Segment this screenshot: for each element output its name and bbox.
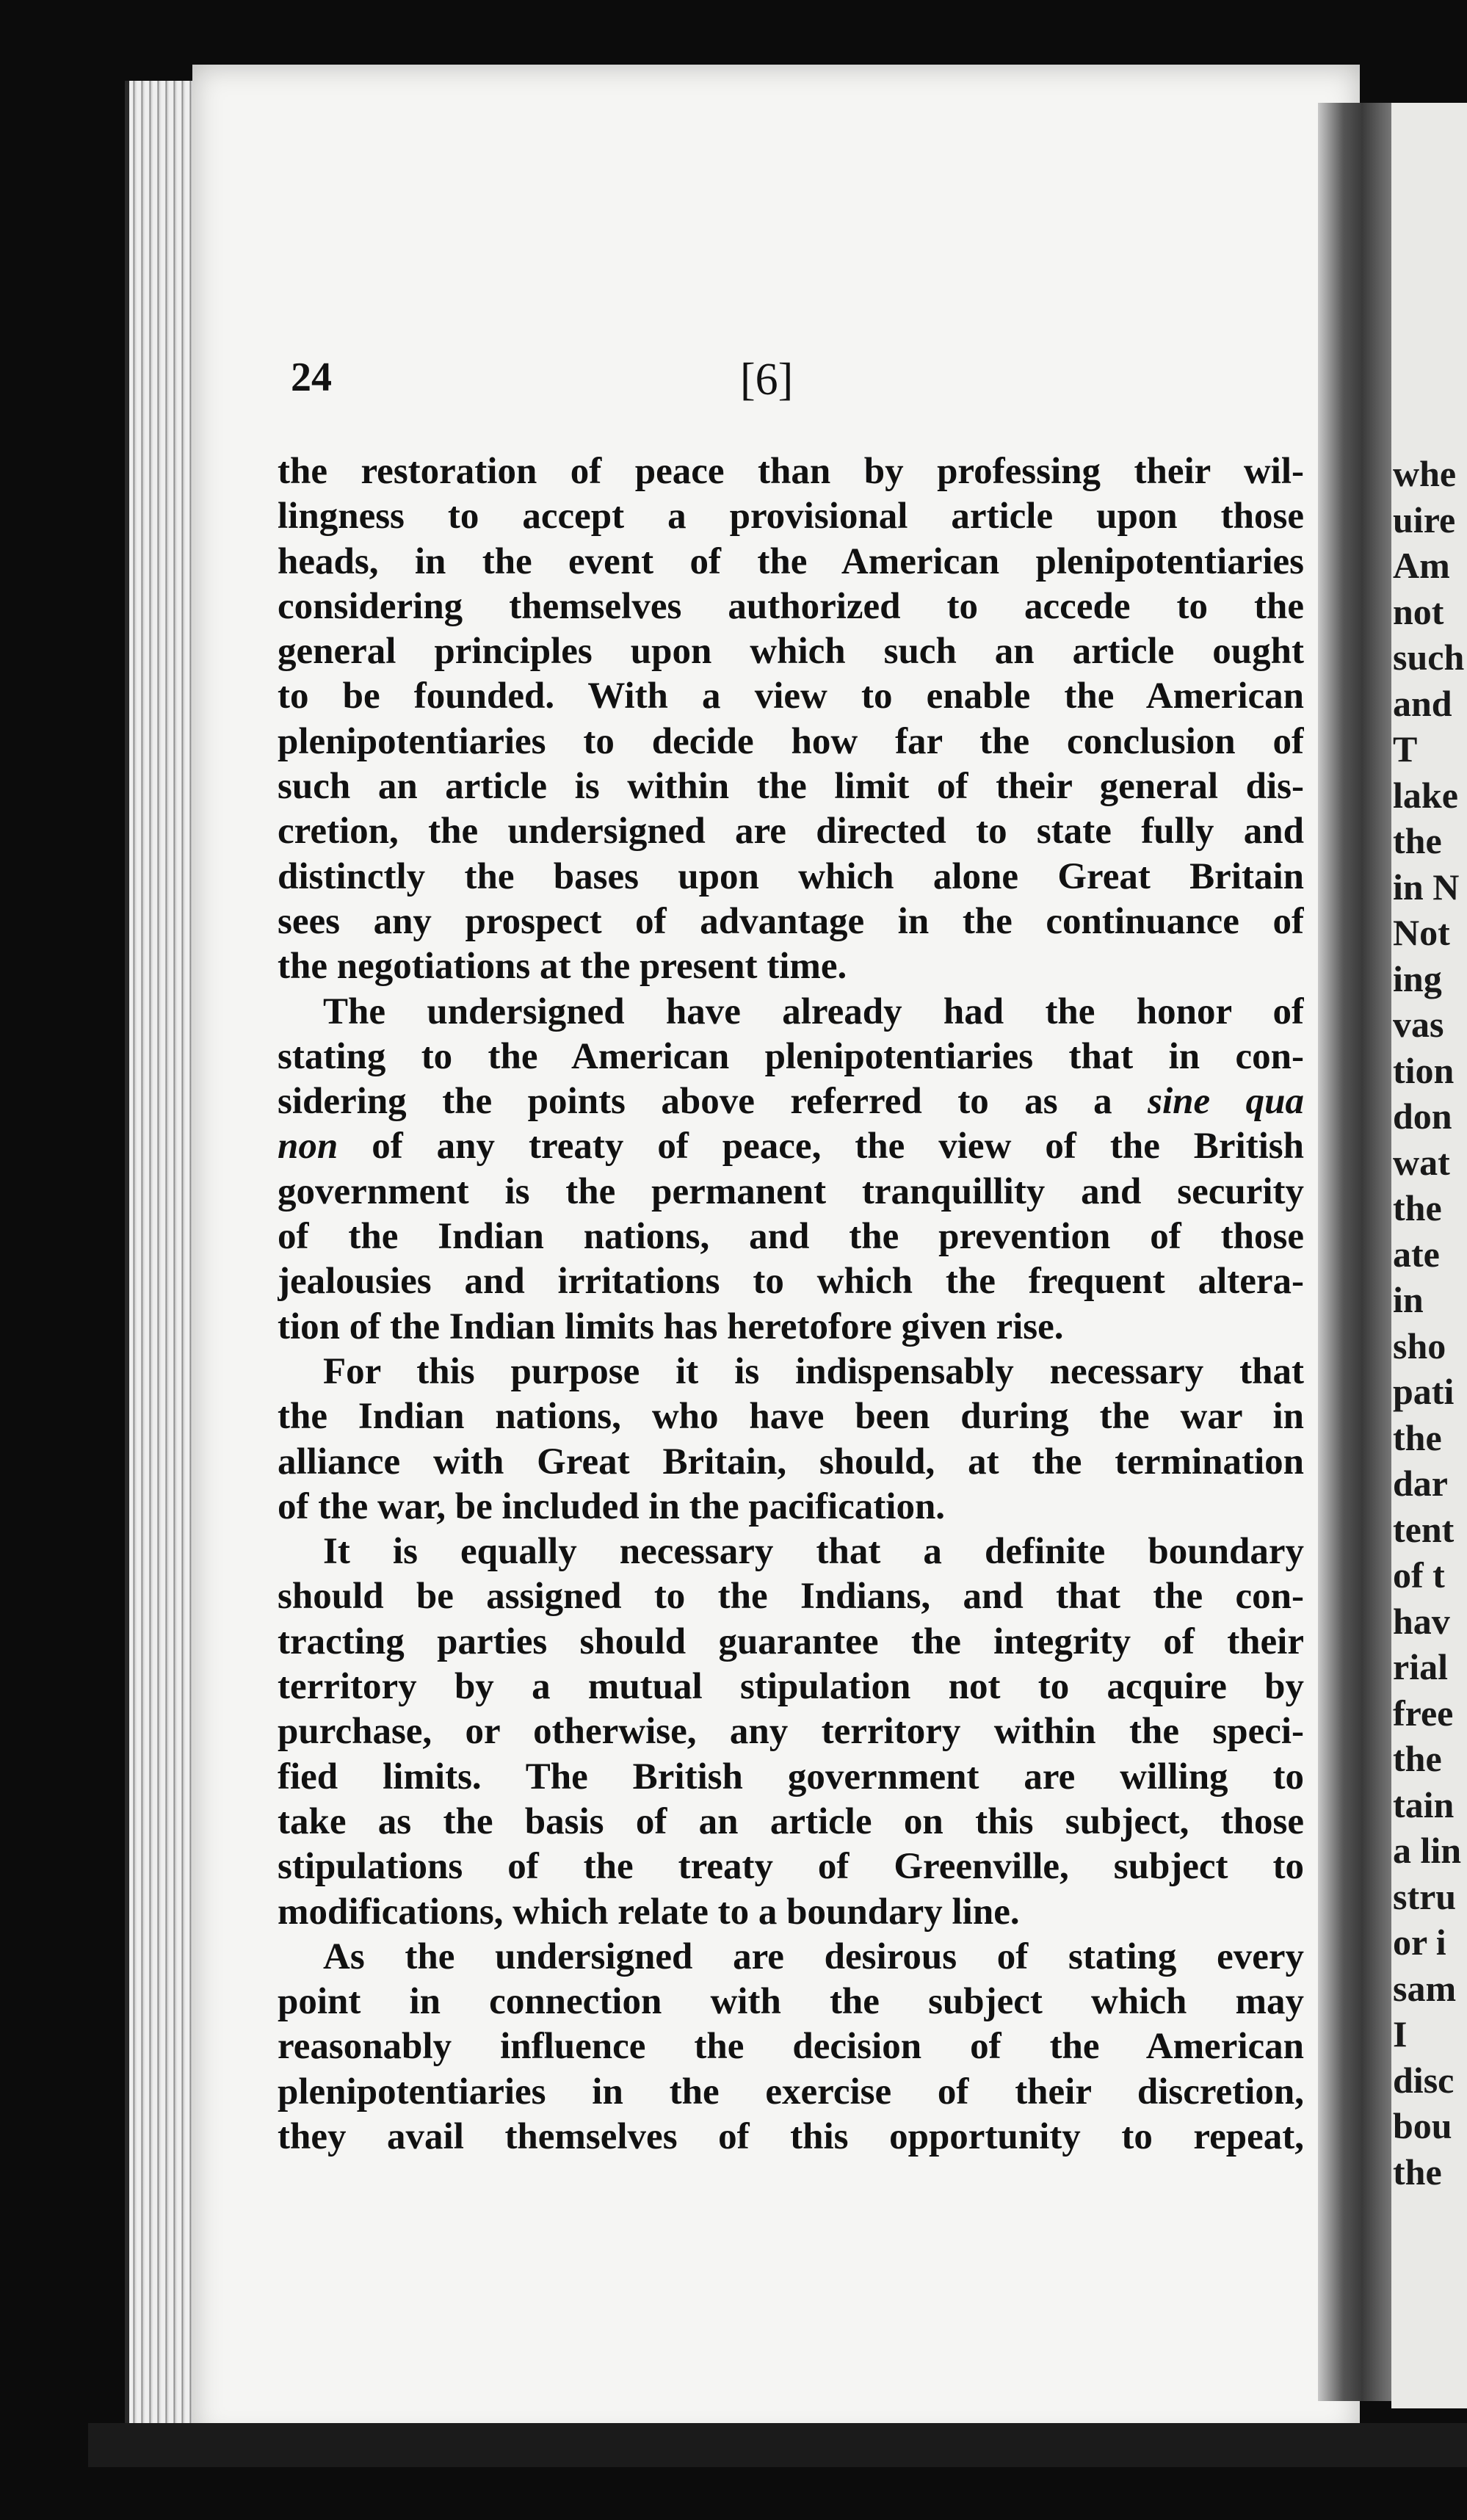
text-line: reasonably influence the decision of the American [278, 2026, 1304, 2068]
book-gutter-shadow [1318, 103, 1391, 2401]
italic-phrase: sine qua [1148, 1081, 1304, 1123]
text-line: take as the basis of an article on this subject, those [278, 1800, 1304, 1842]
facing-page-text: sam [1393, 1967, 1457, 2009]
text-line: It is equally necessary that a definite boundary [323, 1531, 1304, 1573]
text-line: jealousies and irritations to which the frequent altera- [278, 1261, 1304, 1303]
scan-bottom-border [88, 2423, 1467, 2467]
facing-page-text: such [1393, 637, 1465, 678]
text-line: plenipotentiaries in the exercise of their discretion, [278, 2071, 1304, 2112]
text-line: of the war, be included in the pacification. [278, 1485, 946, 1527]
facing-page-text: T [1393, 728, 1418, 770]
text-line: the restoration of peace than by professing their wil- [278, 451, 1304, 492]
page-number: 24 [291, 355, 332, 400]
facing-page-text: the [1393, 1187, 1442, 1228]
facing-page-text: in [1393, 1279, 1424, 1320]
text-line: the Indian nations, who have been during the war in [278, 1396, 1304, 1438]
text-line: point in connection with the subject which may [278, 1981, 1304, 2023]
facing-page-text: lake [1393, 774, 1458, 816]
text-line: stating to the American plenipotentiaries that in con- [278, 1035, 1304, 1077]
facing-page-text: the [1393, 2151, 1442, 2193]
italic-phrase: non [278, 1126, 338, 1167]
signature-mark: [6] [740, 355, 794, 405]
facing-page-text: ate [1393, 1233, 1440, 1275]
text-line: to be founded. With a view to enable the American [278, 676, 1304, 717]
facing-page-text: bou [1393, 2105, 1452, 2146]
facing-page-text: the [1393, 1416, 1442, 1458]
page-header [286, 354, 1300, 420]
text-line: alliance with Great Britain, should, at the termination [278, 1441, 1304, 1482]
facing-page-text: wat [1393, 1141, 1450, 1183]
text-line: non of any treaty of peace, the view of the British [278, 1126, 1304, 1167]
text-line: fied limits. The British government are willing to [278, 1756, 1304, 1797]
text-line: The undersigned have already had the honor of [323, 991, 1304, 1032]
facing-page-text: free [1393, 1692, 1454, 1734]
facing-page-text: Not [1393, 912, 1450, 953]
facing-page-text: stru [1393, 1875, 1457, 1917]
facing-page-text: a lin [1393, 1830, 1462, 1871]
text-line: For this purpose it is indispensably necessary that [323, 1350, 1304, 1392]
facing-page-text: sho [1393, 1325, 1446, 1366]
text-line: cretion, the undersigned are directed to state fully and [278, 811, 1304, 852]
text-line: stipulations of the treaty of Greenville, subject to [278, 1846, 1304, 1888]
facing-page-text: or i [1393, 1922, 1446, 1963]
text-line: government is the permanent tranquillity and security [278, 1170, 1304, 1212]
facing-page-text: hav [1393, 1600, 1450, 1642]
text-line: sees any prospect of advantage in the continuance of [278, 900, 1304, 942]
text-line: general principles upon which such an article ought [278, 631, 1304, 673]
text-line: they avail themselves of this opportunity to repeat, [278, 2115, 1304, 2157]
text-line: the negotiations at the present time. [278, 946, 847, 988]
facing-page-text: tion [1393, 1049, 1455, 1091]
facing-page-text: Am [1393, 545, 1450, 586]
text-line: distinctly the bases upon which alone Great Britain [278, 855, 1304, 897]
facing-page-text: tain [1393, 1784, 1455, 1825]
text-line: territory by a mutual stipulation not to acquire by [278, 1666, 1304, 1708]
facing-page-text: not [1393, 590, 1444, 632]
facing-page-text: rial [1393, 1646, 1448, 1687]
text-line: lingness to accept a provisional article upon those [278, 496, 1304, 537]
text-line: should be assigned to the Indians, and that the con- [278, 1576, 1304, 1618]
facing-page-text: the [1393, 1738, 1442, 1779]
facing-page-text: the [1393, 820, 1442, 861]
facing-page-text: in N [1393, 866, 1460, 908]
text-line: of the Indian nations, and the prevention of those [278, 1216, 1304, 1258]
text-line: heads, in the event of the American plenipotentiaries [278, 540, 1304, 582]
text-line: As the undersigned are desirous of stating every [323, 1936, 1304, 1977]
text-line: modifications, which relate to a boundary line. [278, 1891, 1020, 1933]
facing-page-text: I [1393, 2013, 1408, 2054]
facing-page-text: ing [1393, 957, 1442, 999]
facing-page-text: of t [1393, 1554, 1445, 1596]
facing-page-text: dar [1393, 1463, 1448, 1504]
text-line: plenipotentiaries to decide how far the conclusion of [278, 720, 1304, 762]
facing-page-text: pati [1393, 1371, 1455, 1412]
text-line: such an article is within the limit of their general dis- [278, 766, 1304, 808]
body-text [278, 449, 1304, 2159]
facing-page-text: don [1393, 1096, 1452, 1137]
text-line: considering themselves authorized to accede to the [278, 585, 1304, 627]
facing-page-text: and [1393, 682, 1452, 724]
facing-page-text: uire [1393, 499, 1456, 540]
text-line: purchase, or otherwise, any territory within the speci- [278, 1711, 1304, 1753]
facing-page-fragment [1391, 103, 1467, 2408]
text-line: tion of the Indian limits has heretofore given rise. [278, 1306, 1064, 1347]
facing-page-text: disc [1393, 2059, 1455, 2101]
facing-page-text: whe [1393, 453, 1457, 494]
text-line: sidering the points above referred to as a sine qua [278, 1081, 1304, 1123]
text-line: tracting parties should guarantee the integrity of their [278, 1621, 1304, 1662]
facing-page-text: tent [1393, 1508, 1455, 1550]
facing-page-text: vas [1393, 1004, 1444, 1045]
